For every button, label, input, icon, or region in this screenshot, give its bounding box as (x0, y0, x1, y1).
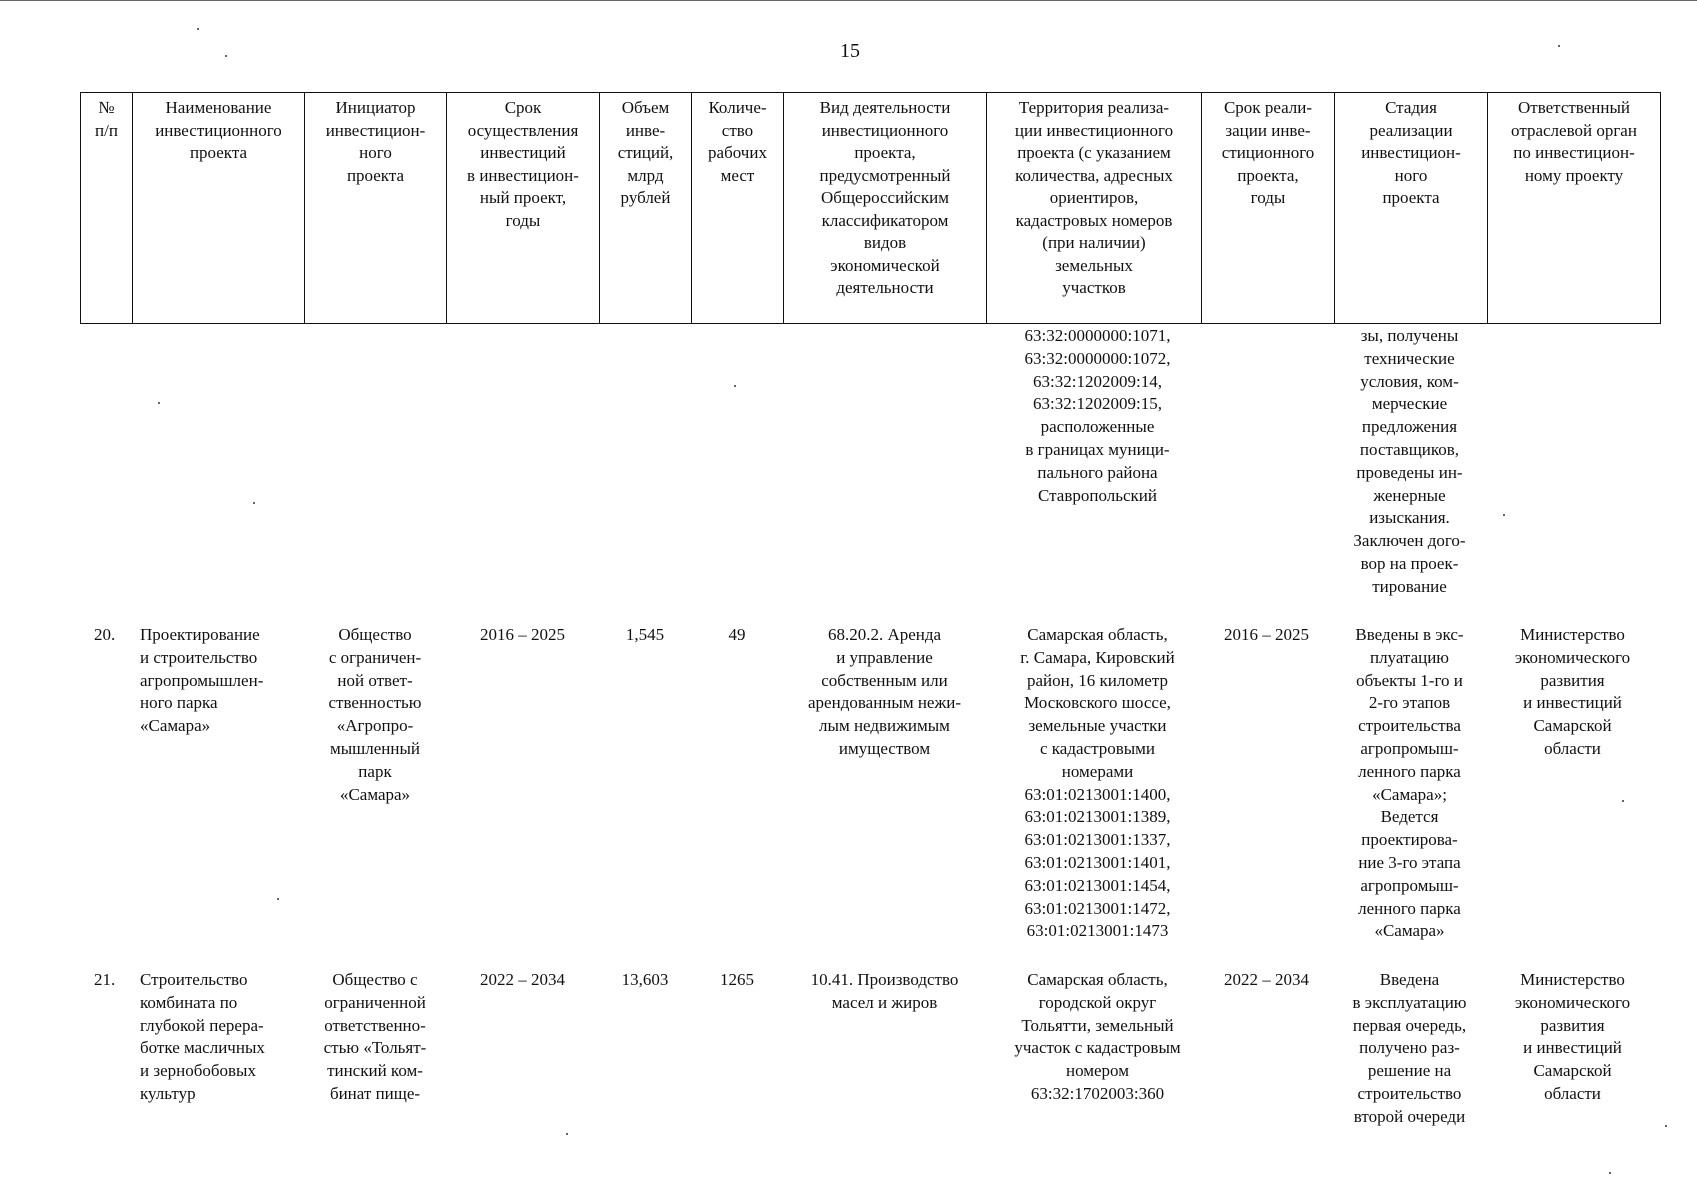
header-realization-period: Срок реали- зации инве- стиционного проекта, годы (1202, 93, 1335, 324)
header-authority: Ответственный отраслевой орган по инвестицион- ному проекту (1488, 93, 1661, 324)
header-jobs: Количе- ство рабочих мест (692, 93, 784, 324)
scan-speck (734, 385, 736, 387)
header-stage: Стадия реализации инвестицион- ного проекта (1335, 93, 1488, 324)
row-21-authority: Министерство экономического развития и инвестиций Самарской области (1514, 970, 1631, 1103)
row-20-authority: Министерство экономического развития и инвестиций Самарской области (1514, 625, 1631, 758)
header-initiator: Инициатор инвестицион- ного проекта (305, 93, 447, 324)
scan-speck (1558, 45, 1560, 47)
table-header (80, 92, 1661, 324)
scan-speck (1622, 800, 1624, 802)
row-20-investment-volume: 1,545 (625, 625, 665, 644)
row-21-realization-period: 2022 – 2034 (1224, 970, 1309, 989)
top-rule (0, 0, 1697, 1)
row-21-investment-period: 2022 – 2034 (480, 970, 565, 989)
header-activity: Вид деятельности инвестиционного проекта, предусмотренный Общероссийским классификатором видов экономической деятельности (784, 93, 987, 324)
header-investment-volume: Объем инве- стиций, млрд рублей (600, 93, 692, 324)
row-21-project-name: Строительство комбината по глубокой перера- ботке масличных и зернобобовых культур (140, 970, 265, 1103)
row-21-initiator: Общество с ограниченной ответственно- стью «Тольят- тинский ком- бинат пище- (323, 970, 427, 1103)
row-20-jobs: 49 (728, 625, 746, 644)
row-20-initiator: Общество с ограничен- ной ответ- ственностью «Агропро- мышленный парк «Самара» (328, 625, 422, 804)
scan-speck (253, 502, 255, 504)
scan-speck (1503, 514, 1505, 516)
row-21-investment-volume: 13,603 (621, 970, 669, 989)
header-project-name: Наименование инвестиционного проекта (133, 93, 305, 324)
scan-speck (1665, 1125, 1667, 1127)
row-20-stage: Введены в экс- плуатацию объекты 1-го и 2-го этапов строительства агропромыш- ленного парка «Самара»; Ведется проектирова- ние 3-го этапа агропромыш- ленного парка «Самара» (1355, 625, 1464, 941)
scan-speck (566, 1133, 568, 1135)
row-20-activity: 68.20.2. Аренда и управление собственным или арендованным нежи- лым недвижимым имуществом (808, 625, 961, 758)
page-number: 15 (840, 40, 860, 62)
row-20-territory: Самарская область, г. Самара, Кировский район, 16 километр Московского шоссе, земельные участки с кадастровыми номерами 63:01:0213001:1400, 63:01:0213001:1389, 63:01:0213001:1337, 63:01:0213001:1401, 63:01:0213001:1454, 63:01:0213001:1472, 63:01:0213001:1473 (1020, 625, 1175, 941)
row-21-territory: Самарская область, городской округ Тольятти, земельный участок с кадастровым номером 63:32:1702003:360 (1014, 970, 1181, 1103)
continuation-stage: зы, получены технические условия, ком- мерческие предложения поставщиков, проведены ин- женерные изыскания. Заключен дого- вор на проек- тирование (1353, 326, 1466, 596)
continuation-territory: 63:32:0000000:1071, 63:32:0000000:1072, 63:32:1202009:14, 63:32:1202009:15, расположенные в границах муници- пального района Ставропольский (1024, 326, 1171, 505)
header-investment-period: Срок осуществления инвестиций в инвестицион- ный проект, годы (447, 93, 600, 324)
row-20-investment-period: 2016 – 2025 (480, 625, 565, 644)
row-20-realization-period: 2016 – 2025 (1224, 625, 1309, 644)
row-21-jobs: 1265 (720, 970, 754, 989)
scan-speck (1609, 1172, 1611, 1174)
row-21-number: 21. (94, 970, 116, 989)
row-20-number: 20. (94, 625, 116, 644)
scan-speck (197, 28, 199, 30)
row-21-stage: Введена в эксплуатацию первая очередь, получено раз- решение на строительство второй очереди (1352, 970, 1467, 1126)
row-21-activity: 10.41. Производство масел и жиров (810, 970, 959, 1012)
scan-speck (277, 898, 279, 900)
header-number: № п/п (81, 93, 133, 324)
scan-speck (225, 55, 227, 57)
header-territory: Территория реализа- ции инвестиционного проекта (с указанием количества, адресных ориентиров, кадастровых номеров (при наличии) земельных участков (987, 93, 1202, 324)
row-20-project-name: Проектирование и строительство агропромышлен- ного парка «Самара» (140, 625, 264, 736)
scan-speck (158, 402, 160, 404)
